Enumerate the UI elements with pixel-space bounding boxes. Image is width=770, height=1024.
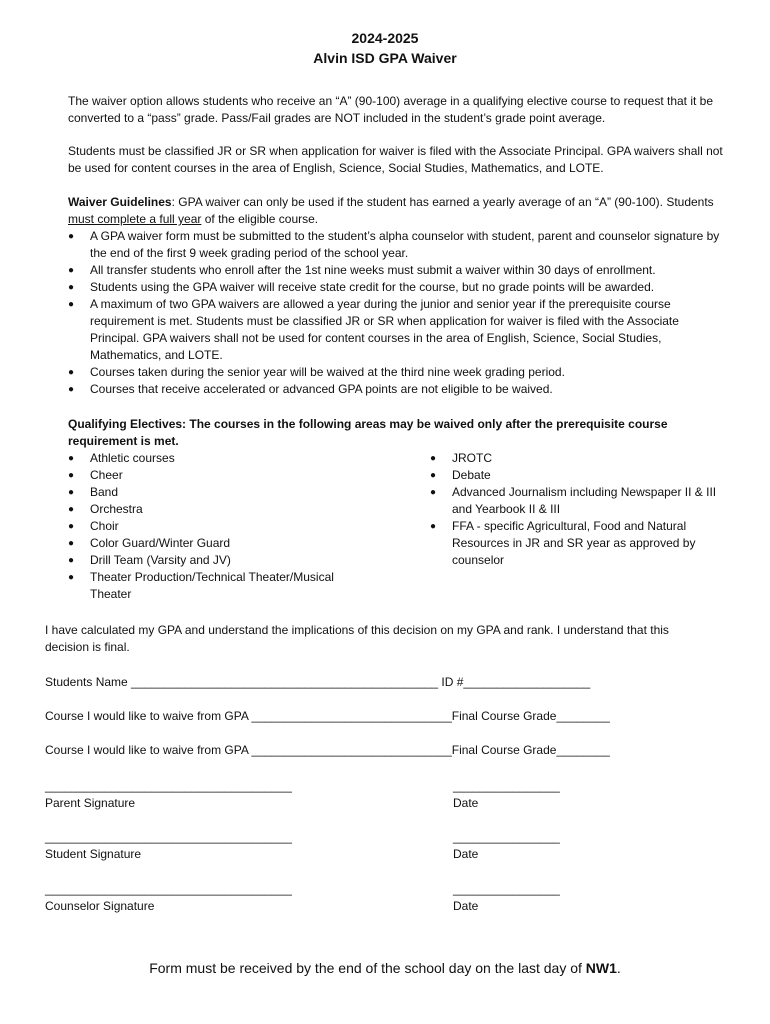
- electives-heading: Qualifying Electives: The courses in the following areas may be waived only after the prerequisite course requirement is met.: [68, 417, 668, 448]
- list-item: ● Students using the GPA waiver will receive state credit for the course, but no grade points will be awarded.: [68, 279, 728, 296]
- signature-line[interactable]: _____________________________________: [45, 779, 292, 793]
- list-item: ● Drill Team (Varsity and JV): [68, 552, 430, 569]
- list-item: ● JROTC: [430, 450, 720, 467]
- parent-signature-block[interactable]: [45, 778, 292, 812]
- guidelines-intro: Waiver Guidelines: GPA waiver can only be used if the student has earned a yearly average of an “A” (90-100). Students must complete a full year of the eligible course.: [68, 195, 714, 226]
- waiver-guidelines: [68, 194, 728, 398]
- list-item: ● All transfer students who enroll after the 1st nine weeks must submit a waiver within 30 days of enrollment.: [68, 262, 728, 279]
- counselor-signature-block[interactable]: [45, 881, 292, 915]
- list-item: ● Orchestra: [68, 501, 430, 518]
- list-item: ● A GPA waiver form must be submitted to the student’s alpha counselor with student, parent and counselor signature by the end of the first 9 week grading period of the school year.: [68, 228, 728, 262]
- list-item: ● Debate: [430, 467, 720, 484]
- document-title: Alvin ISD GPA Waiver: [313, 50, 457, 66]
- date-label: Date: [453, 899, 479, 913]
- list-item: ● Theater Production/Technical Theater/Musical Theater: [68, 569, 350, 603]
- footer-note: Form must be received by the end of the school day on the last day of NW1.: [149, 960, 621, 976]
- parent-signature-label: Parent Signature: [45, 796, 136, 810]
- date-label: Date: [453, 847, 479, 861]
- course-1-field[interactable]: Course I would like to waive from GPA ______________________________Final Course Grade________: [45, 709, 610, 723]
- list-item: ● FFA - specific Agricultural, Food and Natural Resources in JR and SR year as approved by counselor: [430, 518, 720, 569]
- list-item: ● Band: [68, 484, 430, 501]
- school-year: 2024-2025: [351, 30, 419, 46]
- signature-line[interactable]: _____________________________________: [45, 830, 292, 844]
- deadline-code: NW1: [585, 960, 617, 976]
- intro-paragraph-2: Students must be classified JR or SR when application for waiver is filed with the Associate Principal. GPA waivers shall not be used for content courses in the area of English, Science, Social Studies, Mathematics, and LOTE.: [68, 144, 723, 175]
- acknowledgement-statement: I have calculated my GPA and understand the implications of this decision on my GPA and rank. I understand that this decision is final.: [45, 623, 669, 654]
- student-signature-label: Student Signature: [45, 847, 142, 861]
- electives-left-list: [68, 450, 430, 603]
- list-item: ● Color Guard/Winter Guard: [68, 535, 430, 552]
- list-item: ● Advanced Journalism including Newspaper II & III and Yearbook II & III: [430, 484, 720, 518]
- counselor-date-block[interactable]: [453, 881, 560, 915]
- date-line[interactable]: ________________: [453, 830, 560, 844]
- list-item: ● Choir: [68, 518, 430, 535]
- course-2-field[interactable]: Course I would like to waive from GPA ______________________________Final Course Grade________: [45, 743, 610, 757]
- guidelines-heading: Waiver Guidelines: [68, 195, 172, 209]
- counselor-signature-label: Counselor Signature: [45, 899, 155, 913]
- intro-paragraph-1: The waiver option allows students who receive an “A” (90-100) average in a qualifying elective course to request that it be converted to a “pass” grade. Pass/Fail grades are NOT included in the student’s grade point average.: [68, 94, 714, 125]
- guidelines-list: [68, 228, 728, 398]
- student-name-field[interactable]: Students Name ______________________________________________ ID #___________________: [45, 675, 591, 689]
- student-signature-block[interactable]: [45, 829, 292, 863]
- list-item: ● Athletic courses: [68, 450, 430, 467]
- list-item: ● A maximum of two GPA waivers are allowed a year during the junior and senior year if the prerequisite course requirement is met. Students must be classified JR or SR when application for waiver is filed with the Associate Principal. GPA waivers shall not be used for content courses in the area of English, Science, Social Studies, Mathematics, and LOTE.: [68, 296, 728, 364]
- full-year-underline: must complete a full year: [68, 212, 202, 226]
- date-label: Date: [453, 796, 479, 810]
- electives-right-list: [430, 450, 720, 603]
- date-line[interactable]: ________________: [453, 882, 560, 896]
- qualifying-electives: [68, 416, 728, 603]
- document-header: [0, 28, 770, 68]
- list-item: ● Courses that receive accelerated or advanced GPA points are not eligible to be waived.: [68, 381, 728, 398]
- list-item: ● Cheer: [68, 467, 430, 484]
- date-line[interactable]: ________________: [453, 779, 560, 793]
- student-date-block[interactable]: [453, 829, 560, 863]
- electives-columns: [68, 450, 728, 603]
- list-item: ● Courses taken during the senior year will be waived at the third nine week grading period.: [68, 364, 728, 381]
- signature-line[interactable]: _____________________________________: [45, 882, 292, 896]
- parent-date-block[interactable]: [453, 778, 560, 812]
